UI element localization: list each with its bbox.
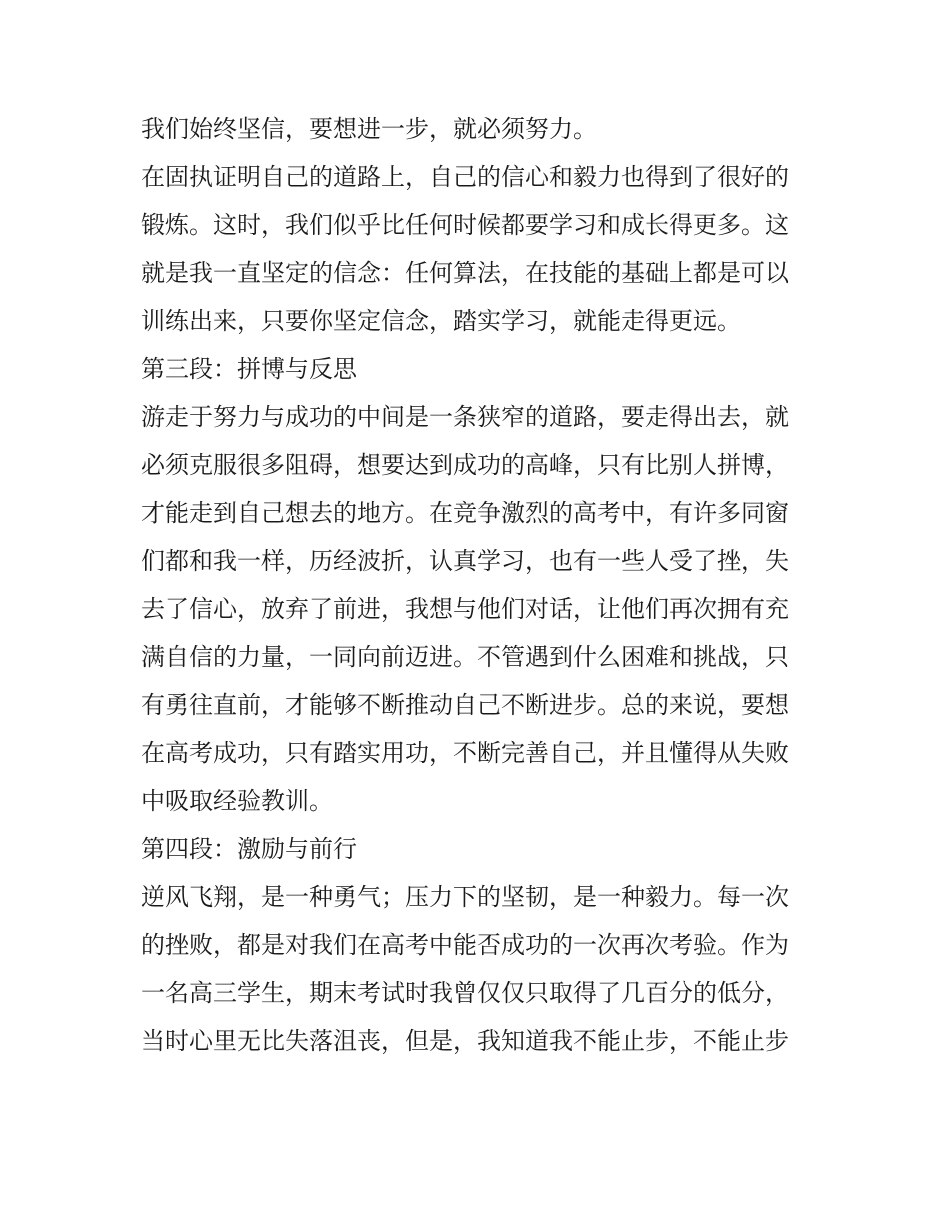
section-heading: 第三段：拼博与反思	[141, 355, 357, 383]
text-line: 一名高三学生，期末考试时我曾仅仅只取得了几百分的低分，	[141, 979, 789, 1007]
text-line: 训练出来，只要你坚定信念，踏实学习，就能走得更远。	[141, 307, 741, 335]
text-line: 游走于努力与成功的中间是一条狭窄的道路，要走得出去，就	[141, 403, 789, 431]
text-line: 们都和我一样，历经波折，认真学习，也有一些人受了挫，失	[141, 547, 789, 575]
body-text	[141, 105, 821, 1065]
text-line: 的挫败，都是对我们在高考中能否成功的一次再次考验。作为	[141, 931, 789, 959]
text-line: 我们始终坚信，要想进一步，就必须努力。	[141, 115, 597, 143]
text-line: 才能走到自己想去的地方。在竞争激烈的高考中，有许多同窗	[141, 499, 789, 527]
text-line: 必须克服很多阻碍，想要达到成功的高峰，只有比别人拼博，	[141, 451, 789, 479]
text-line: 有勇往直前，才能够不断推动自己不断进步。总的来说，要想	[141, 691, 789, 719]
text-line: 当时心里无比失落沮丧，但是，我知道我不能止步，不能止步	[141, 1027, 789, 1055]
text-line: 满自信的力量，一同向前迈进。不管遇到什么困难和挑战，只	[141, 643, 789, 671]
text-line: 锻炼。这时，我们似乎比任何时候都要学习和成长得更多。这	[141, 211, 789, 239]
text-line: 中吸取经验教训。	[141, 787, 333, 815]
text-line: 去了信心，放弃了前进，我想与他们对话，让他们再次拥有充	[141, 595, 789, 623]
section-heading: 第四段：激励与前行	[141, 835, 357, 863]
text-line: 就是我一直坚定的信念：任何算法，在技能的基础上都是可以	[141, 259, 789, 287]
text-line: 在固执证明自己的道路上，自己的信心和毅力也得到了很好的	[141, 163, 789, 191]
text-line: 在高考成功，只有踏实用功，不断完善自己，并且懂得从失败	[141, 739, 789, 767]
text-line: 逆风飞翔，是一种勇气；压力下的坚韧，是一种毅力。每一次	[141, 883, 789, 911]
